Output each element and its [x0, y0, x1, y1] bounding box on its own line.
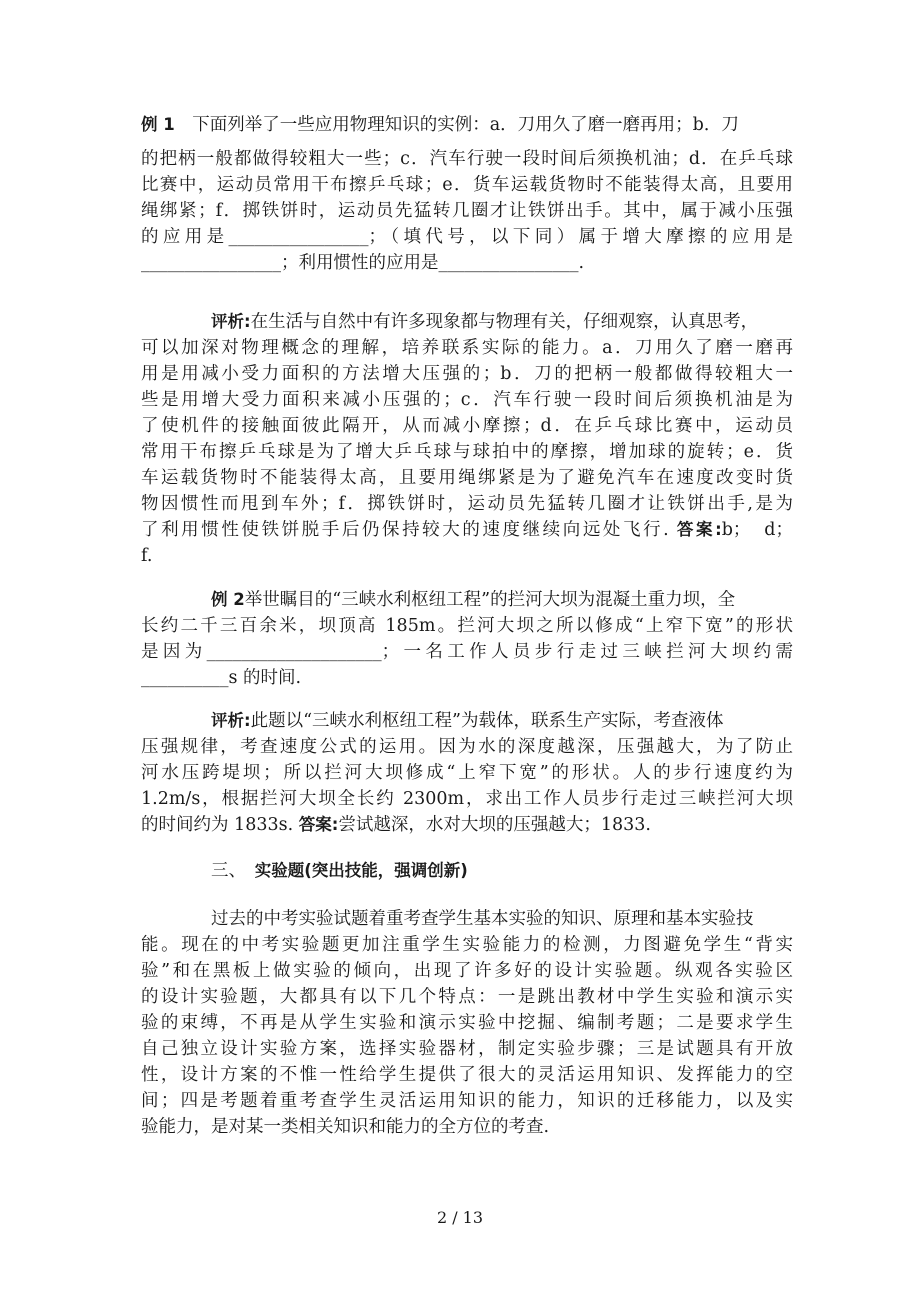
analysis-2-line-5: 的时间约为 1833s. 答案:尝试越深，水对大坝的压强越大；1833.: [141, 815, 651, 835]
paragraph-line-1: 过去的中考实验试题着重考查学生基本实验的知识、原理和基本实验技: [211, 909, 754, 929]
section-number: 三、: [211, 861, 238, 881]
example-2-line-3: 是因为____________________；一名工作人员步行走过三峡拦河大坝约需: [141, 642, 793, 662]
answer-1-label: 答案:: [676, 520, 722, 539]
paragraph-line-5: 验的束缚，不再是从学生实验和演示实验中挖掘、编制考题；二是要求学生: [141, 1013, 793, 1033]
paragraph-line-4: 的设计实验题，大都具有以下几个特点：一是跳出教材中学生实验和演示实: [141, 987, 793, 1007]
paragraph-line-9: 验能力，是对某一类相关知识和能力的全方位的考查.: [141, 1117, 550, 1137]
analysis-1-line-5: 了使机件的接触面彼此隔开，从而减小摩擦；d．在乒乓球比赛中，运动员: [141, 416, 793, 436]
analysis-1-line-3: 用是用减小受力面积的方法增大压强的；b．刀的把柄一般都做得较粗大一: [141, 364, 793, 384]
example-2-line-1: 例 2举世瞩目的“三峡水利枢纽工程”的拦河大坝为混凝土重力坝，全: [211, 590, 736, 610]
analysis-1: [141, 309, 793, 569]
example-2-line-2: 长约二千三百余米，坝顶高 185m。拦河大坝之所以修成“上窄下宽”的形状: [141, 616, 793, 636]
section-heading: [141, 858, 793, 884]
example-1-line-1: 例 1 下面列举了一些应用物理知识的实例：a．刀用久了磨一磨再用；b．刀: [141, 115, 739, 135]
analysis-2-line-4: 1.2m/s，根据拦河大坝全长约 2300m，求出工作人员步行走过三峡拦河大坝: [141, 789, 793, 809]
paragraph-line-6: 自己独立设计实验方案，选择实验器材，制定实验步骤；三是试题具有开放: [141, 1039, 793, 1059]
analysis-2-line-1: 评析:此题以“三峡水利枢纽工程”为载体，联系生产实际，考查液体: [211, 711, 724, 731]
example-1-line-4: 绳绑紧；f．掷铁饼时，运动员先猛转几圈才让铁饼出手。其中，属于减小压强: [141, 201, 793, 221]
paragraph-line-2: 能。现在的中考实验题更加注重学生实验能力的检测，力图避免学生“背实: [141, 935, 793, 955]
answer-1: b； d；: [721, 520, 794, 540]
analysis-1-line-2: 可以加深对物理概念的理解，培养联系实际的能力。a．刀用久了磨一磨再: [141, 338, 793, 358]
section-title: 实验题(突出技能，强调创新): [254, 861, 468, 880]
example-2-line-4: __________s 的时间.: [141, 668, 302, 688]
example-1-line-5: 的应用是________________；（填代号，以下同）属于增大摩擦的应用是: [141, 227, 793, 247]
example-1: [141, 112, 793, 276]
analysis-1-line-9: 了利用惯性使铁饼脱手后仍保持较大的速度继续向远处飞行. 答案:b； d；: [141, 520, 794, 540]
analysis-1-line-10: f.: [141, 546, 153, 566]
example-1-line-6: ________________；利用惯性的应用是________________.: [141, 253, 585, 273]
paragraph-line-8: 间；四是考题着重考查学生灵活运用知识的能力，知识的迁移能力，以及实: [141, 1091, 793, 1111]
analysis-1-line-6: 常用干布擦乒乓球是为了增大乒乓球与球拍中的摩擦，增加球的旋转；e．货: [141, 442, 793, 462]
analysis-1-line-7: 车运载货物时不能装得太高，且要用绳绑紧是为了避免汽车在速度改变时货: [141, 468, 793, 488]
intro-paragraph: [141, 906, 793, 1140]
analysis-2-label: 评析:: [211, 711, 251, 730]
example-1-label: 例 1: [141, 115, 175, 134]
example-2: [141, 587, 793, 691]
example-2-label: 例 2: [211, 590, 245, 609]
analysis-2: [141, 708, 793, 838]
analysis-2-line-3: 河水压跨堤坝；所以拦河大坝修成“上窄下宽”的形状。人的步行速度约为: [141, 763, 793, 783]
analysis-1-label: 评析:: [211, 312, 251, 331]
analysis-2-line-2: 压强规律，考查速度公式的运用。因为水的深度越深，压强越大，为了防止: [141, 737, 793, 757]
analysis-1-line-1: 评析:在生活与自然中有许多现象都与物理有关，仔细观察，认真思考，: [211, 312, 759, 332]
paragraph-line-7: 性，设计方案的不惟一性给学生提供了很大的灵活运用知识、发挥能力的空: [141, 1065, 793, 1085]
answer-2: 尝试越深，水对大坝的压强越大；1833.: [338, 815, 651, 835]
example-1-line-3: 比赛中，运动员常用干布擦乒乓球；e．货车运载货物时不能装得太高，且要用: [141, 175, 793, 195]
example-1-line-2: 的把柄一般都做得较粗大一些；c．汽车行驶一段时间后须换机油；d．在乒乓球: [141, 149, 793, 169]
analysis-1-line-4: 些是用增大受力面积来减小压强的；c．汽车行驶一段时间后须换机油是为: [141, 390, 793, 410]
answer-2-label: 答案:: [298, 815, 339, 834]
paragraph-line-3: 验”和在黑板上做实验的倾向，出现了许多好的设计实验题。纵观各实验区: [141, 961, 793, 981]
page-number: 2 / 13: [436, 1208, 484, 1227]
analysis-1-line-8: 物因惯性而甩到车外；f．掷铁饼时，运动员先猛转几圈才让铁饼出手,是为: [141, 494, 793, 514]
